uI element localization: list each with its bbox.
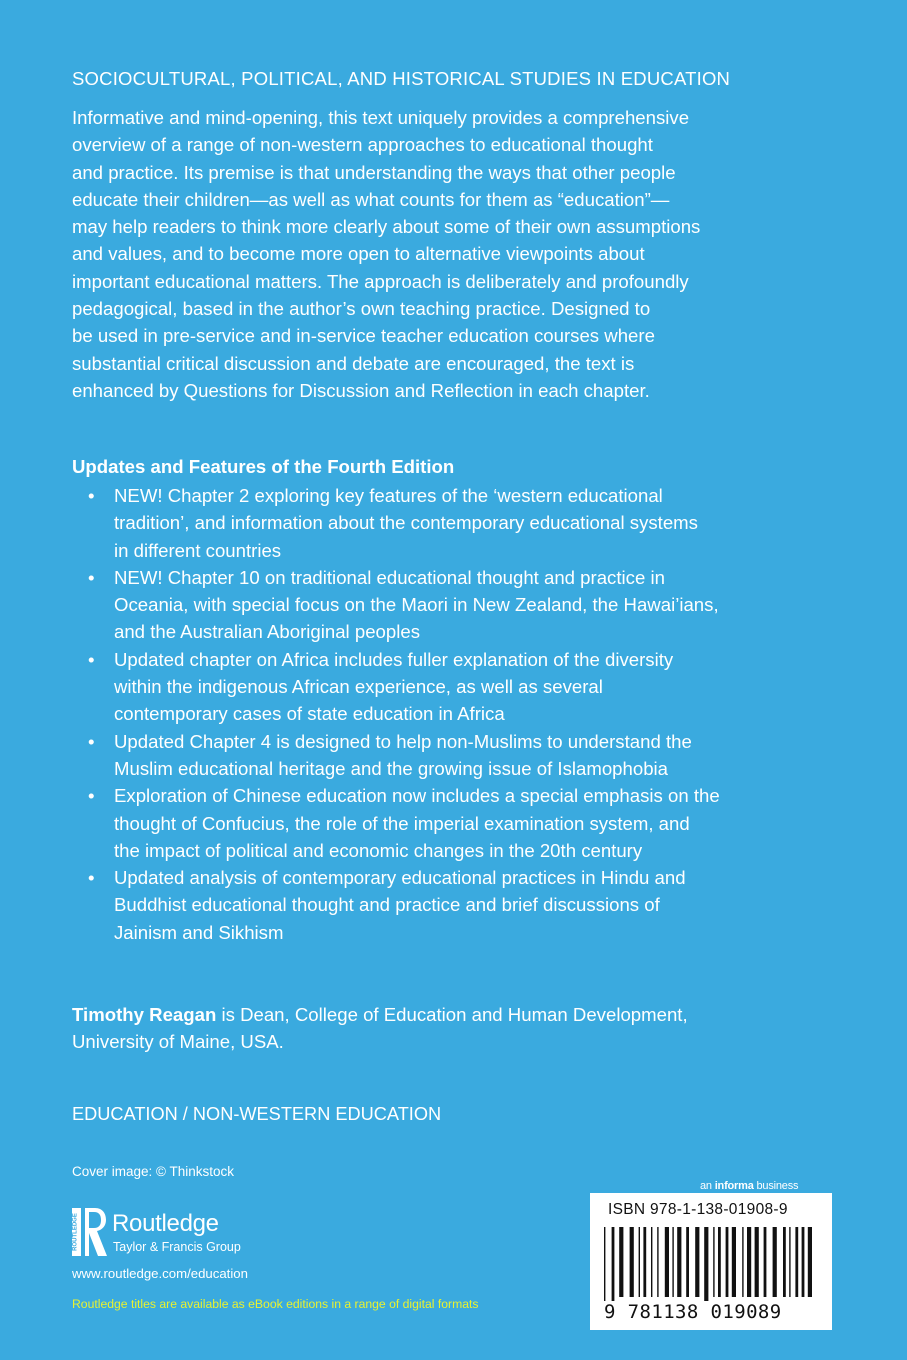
cover-credit: Cover image: © Thinkstock <box>72 1164 235 1179</box>
feature-item <box>88 646 818 728</box>
barcode-bar <box>718 1227 721 1297</box>
blurb-line: important educational matters. The approach is deliberately and profoundly <box>72 270 689 292</box>
author-name: Timothy Reagan <box>72 1004 217 1025</box>
barcode-bar <box>764 1227 767 1297</box>
barcode-bar <box>619 1227 623 1297</box>
feature-line: contemporary cases of state education in Africa <box>114 703 505 725</box>
barcode-bar <box>742 1227 743 1297</box>
barcode-bar <box>747 1227 751 1297</box>
isbn-label: ISBN 978-1-138-01908-9 <box>608 1201 788 1218</box>
bullet-icon: • <box>88 648 95 670</box>
barcode-bar <box>612 1227 615 1301</box>
description-blurb <box>72 104 812 404</box>
feature-line: Updated chapter on Africa includes fuller explanation of the diversity <box>114 648 674 670</box>
author-bio-line: University of Maine, USA. <box>72 1031 284 1053</box>
feature-line: Buddhist educational thought and practice and brief discussions of <box>114 894 660 916</box>
barcode-bar <box>704 1227 708 1301</box>
feature-item <box>88 482 818 564</box>
barcode-bar <box>726 1227 729 1297</box>
blurb-line: overview of a range of non-western approaches to educational thought <box>72 134 653 156</box>
logo-vertical-text: ROUTLEDGE <box>72 1213 79 1251</box>
barcode-bar <box>732 1227 736 1297</box>
author-bio <box>72 1001 812 1056</box>
publisher-group: Taylor & Francis Group <box>113 1240 241 1254</box>
author-bio-line: is Dean, College of Education and Human Development, <box>216 1004 688 1025</box>
blurb-line: be used in pre-service and in-service teacher education courses where <box>72 325 655 347</box>
subject-category: EDUCATION / NON-WESTERN EDUCATION <box>72 1104 442 1124</box>
feature-line: and the Australian Aboriginal peoples <box>114 621 420 643</box>
feature-line: Updated analysis of contemporary educational practices in Hindu and <box>114 867 686 889</box>
barcode-bar <box>686 1227 689 1297</box>
feature-line: the impact of political and economic changes in the 20th century <box>114 839 643 861</box>
feature-line: Jainism and Sikhism <box>114 921 284 943</box>
barcode-bar <box>665 1227 669 1297</box>
feature-item <box>88 864 818 946</box>
series-title: SOCIOCULTURAL, POLITICAL, AND HISTORICAL STUDIES IN EDUCATION <box>72 68 731 89</box>
bullet-icon: • <box>88 785 95 807</box>
publisher-logo <box>70 1206 310 1258</box>
barcode-bars <box>600 1227 822 1301</box>
feature-item <box>88 782 818 864</box>
bullet-icon: • <box>88 485 95 506</box>
bullet-icon: • <box>88 867 95 889</box>
ebook-note: Routledge titles are available as eBook editions in a range of digital formats <box>72 1297 479 1311</box>
blurb-line: may help readers to think more clearly about some of their own assumptions <box>72 216 701 238</box>
barcode-bar <box>677 1227 681 1297</box>
feature-line: tradition’, and information about the contemporary educational systems <box>114 512 698 534</box>
blurb-line: and values, and to become more open to alternative viewpoints about <box>72 243 645 265</box>
blurb-line: Informative and mind-opening, this text uniquely provides a comprehensive <box>72 107 690 128</box>
informa-tagline: an informa business <box>700 1180 799 1192</box>
barcode-panel <box>590 1193 832 1330</box>
blurb-line: enhanced by Questions for Discussion and Reflection in each chapter. <box>72 379 650 401</box>
barcode-bar <box>695 1227 699 1297</box>
barcode-bar <box>630 1227 634 1297</box>
barcode-bar <box>755 1227 759 1297</box>
feature-line: Muslim educational heritage and the growing issue of Islamophobia <box>114 757 669 779</box>
feature-line: within the indigenous African experience, as well as several <box>114 676 603 698</box>
barcode-digits: 9 781138 019089 <box>604 1301 782 1323</box>
barcode-bar <box>773 1227 777 1297</box>
feature-item <box>88 728 818 783</box>
barcode-bar <box>789 1227 790 1297</box>
feature-line: NEW! Chapter 10 on traditional educational thought and practice in <box>114 566 665 588</box>
barcode-bar <box>783 1227 786 1297</box>
barcode-bar <box>713 1227 714 1297</box>
feature-item <box>88 564 818 646</box>
barcode-bar <box>651 1227 652 1297</box>
feature-line: NEW! Chapter 2 exploring key features of the ‘western educational <box>114 485 663 506</box>
features-heading: Updates and Features of the Fourth Edition <box>72 456 455 477</box>
blurb-line: substantial critical discussion and debate are encouraged, the text is <box>72 352 635 374</box>
feature-line: Oceania, with special focus on the Maori in New Zealand, the Hawai’ians, <box>114 594 719 616</box>
barcode-bar <box>802 1227 805 1297</box>
bullet-icon: • <box>88 566 95 588</box>
feature-line: thought of Confucius, the role of the imperial examination system, and <box>114 812 690 834</box>
bullet-icon: • <box>88 730 95 752</box>
barcode-bar <box>604 1227 605 1301</box>
barcode-bar <box>808 1227 812 1297</box>
informa-brand: informa <box>714 1180 754 1192</box>
feature-line: Exploration of Chinese education now includes a special emphasis on the <box>114 785 720 807</box>
barcode-bar <box>795 1227 798 1297</box>
publisher-name: Routledge <box>112 1210 219 1237</box>
barcode-bar <box>657 1227 658 1297</box>
barcode-bar <box>643 1227 646 1297</box>
barcode-bar <box>639 1227 640 1297</box>
feature-line: in different countries <box>114 539 282 561</box>
blurb-line: pedagogical, based in the author’s own teaching practice. Designed to <box>72 298 651 320</box>
publisher-website[interactable]: www.routledge.com/education <box>72 1266 248 1281</box>
blurb-line: and practice. Its premise is that understanding the ways that other people <box>72 161 676 183</box>
barcode-bar <box>672 1227 673 1297</box>
blurb-line: educate their children—as well as what counts for them as “education”— <box>72 188 670 210</box>
features-list <box>88 482 818 946</box>
feature-line: Updated Chapter 4 is designed to help non-Muslims to understand the <box>114 730 692 752</box>
routledge-r-icon <box>70 1206 108 1258</box>
